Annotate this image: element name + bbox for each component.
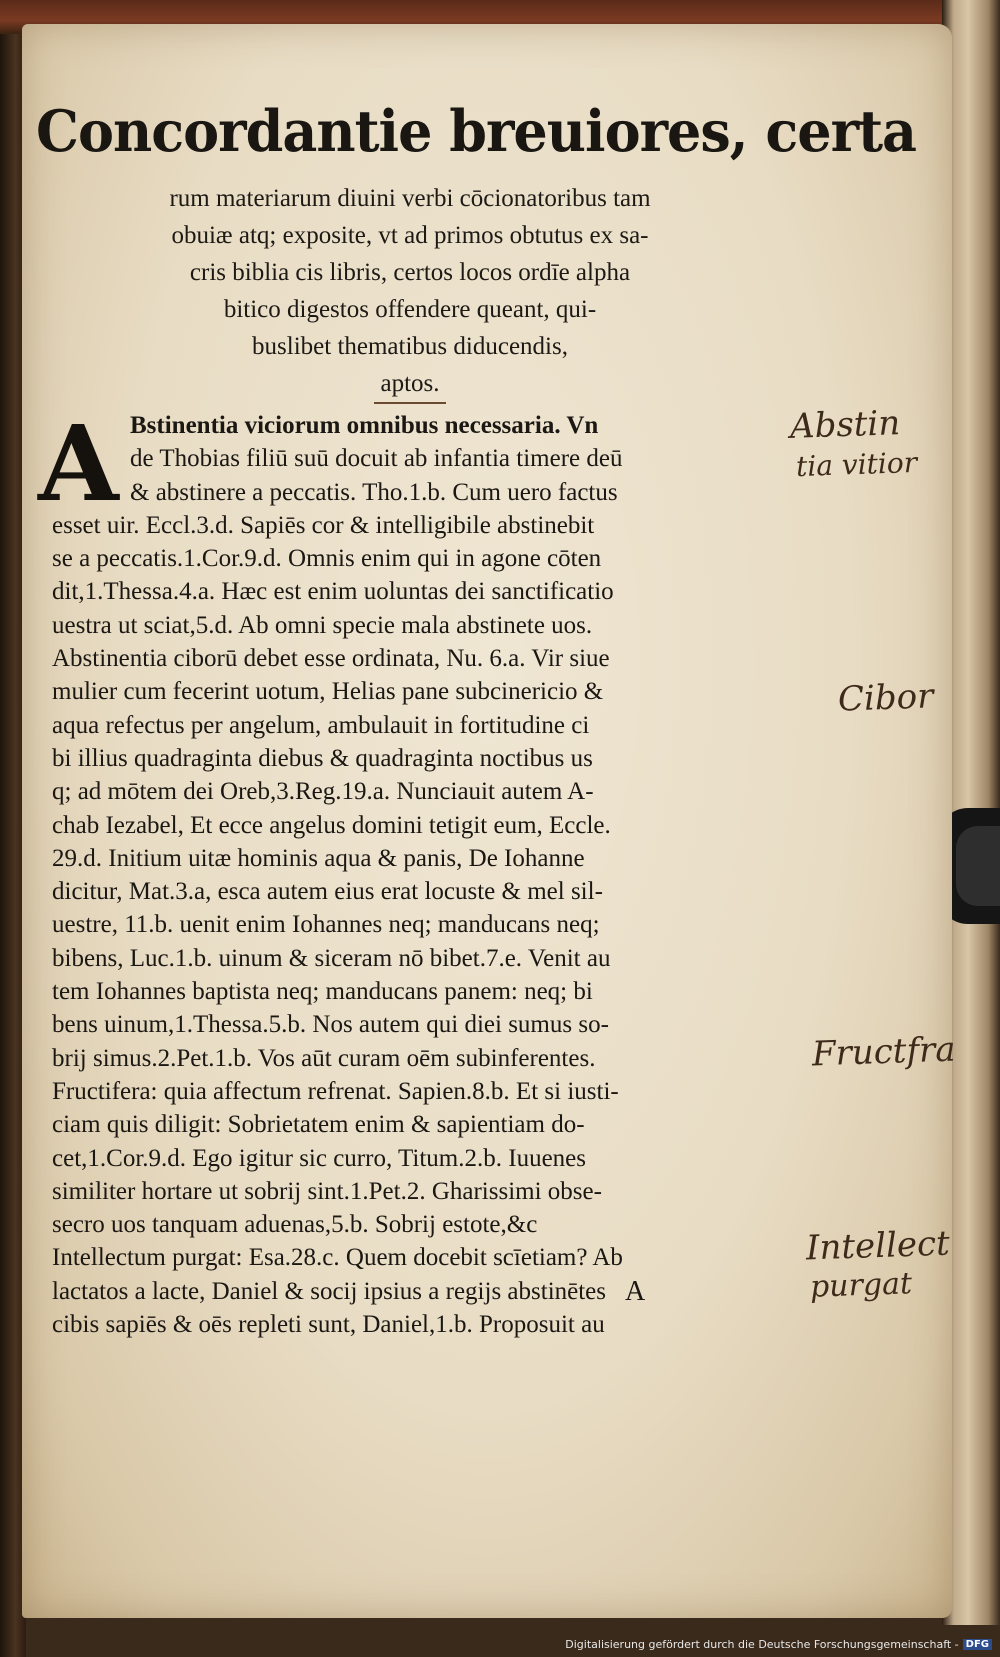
text-line: Bstinentia viciorum omnibus necessaria. Vn	[130, 412, 599, 439]
text-line: dit,1.Thessa.4.a. Hæc est enim uoluntas dei sanctificatio	[52, 578, 614, 606]
text-line: secro uos tanquam aduenas,5.b. Sobrij estote,&c	[52, 1211, 538, 1239]
text-line: chab Iezabel, Et ecce angelus domini tetigit eum, Eccle.	[52, 811, 611, 839]
intro-paragraph	[40, 180, 780, 404]
intro-line: cris biblia cis libris, certos locos ordīe alpha	[189, 259, 631, 286]
intro-line: rum materiarum diuini verbi cōcionatoribus tam	[169, 185, 651, 212]
text-line: dicitur, Mat.3.a, esca autem eius erat locuste & mel sil-	[52, 878, 603, 906]
text-line: Intellectum purgat: Esa.28.c. Quem docebit scīetiam? Ab	[52, 1244, 623, 1272]
text-line: cet,1.Cor.9.d. Ego igitur sic curro, Titum.2.b. Iuuenes	[52, 1144, 586, 1172]
marginal-note: Intellect	[805, 1223, 951, 1269]
text-line: bibens, Luc.1.b. uinum & siceram nō bibet.7.e. Venit au	[52, 944, 611, 972]
body-text	[52, 409, 782, 1341]
text-line: se a peccatis.1.Cor.9.d. Omnis enim qui in agone cōten	[52, 545, 602, 573]
text-line: esset uir. Eccl.3.d. Sapiēs cor & intelligibile abstinebit	[52, 511, 595, 539]
text-line: ciam quis diligit: Sobrietatem enim & sapientiam do-	[52, 1111, 585, 1139]
footer-text: Digitalisierung gefördert durch die Deutsche Forschungsgemeinschaft -	[565, 1638, 959, 1651]
intro-line: obuiæ atq; exposite, vt ad primos obtutus ex sa-	[171, 222, 649, 249]
intro-line	[40, 365, 780, 404]
text-line: lactatos a lacte, Daniel & socij ipsius a regijs abstinētes	[52, 1277, 607, 1305]
text-line: uestre, 11.b. uenit enim Iohannes neq; manducans neq;	[52, 911, 600, 939]
page-title: Concordantie breuiores, certa	[36, 97, 917, 165]
text-line: uestra ut sciat,5.d. Ab omni specie mala abstinete uos.	[52, 611, 593, 639]
text-line: bens uinum,1.Thessa.5.b. Nos autem qui diei sumus so-	[52, 1011, 609, 1039]
text-line: q; ad mōtem dei Oreb,3.Reg.19.a. Nunciauit autem A-	[52, 778, 594, 806]
text-line: de Thobias filiū suū docuit ab infantia timere deū	[130, 445, 623, 473]
text-line: & abstinere a peccatis. Tho.1.b. Cum uero factus	[130, 478, 618, 506]
marginal-note: tia vitior	[795, 445, 918, 484]
text-line: 29.d. Initium uitæ hominis aqua & panis, De Iohanne	[52, 844, 585, 872]
footer-credit	[565, 1638, 992, 1651]
drop-cap: A	[38, 402, 119, 525]
book-clasp-inner	[956, 826, 1000, 906]
text-line: Abstinentia ciborū debet esse ordinata, Nu. 6.a. Vir siue	[52, 645, 610, 673]
aptos-word: aptos.	[374, 365, 445, 404]
marginal-note: Cibor	[837, 676, 935, 720]
marginal-note: purgat	[809, 1266, 913, 1305]
text-line: tem Iohannes baptista neq; manducans panem: neq; bi	[52, 978, 593, 1006]
intro-line: bitico digestos offendere queant, qui-	[223, 296, 597, 323]
text-line: Fructifera: quia affectum refrenat. Sapien.8.b. Et si iusti-	[52, 1077, 619, 1105]
marginal-note: Abstin	[789, 403, 901, 447]
text-line: mulier cum fecerint uotum, Helias pane subcinericio &	[52, 678, 604, 706]
text-line: similiter hortare ut sobrij sint.1.Pet.2. Gharissimi obse-	[52, 1177, 602, 1205]
text-line: aqua refectus per angelum, ambulauit in fortitudine ci	[52, 711, 590, 739]
text-line: bi illius quadraginta diebus & quadraginta noctibus us	[52, 744, 593, 772]
intro-line: buslibet thematibus diducendis,	[252, 333, 568, 360]
signature-mark: A	[625, 1276, 646, 1307]
dfg-logo: DFG	[963, 1639, 992, 1650]
marginal-note: Fructfra	[811, 1029, 957, 1075]
text-line: brij simus.2.Pet.1.b. Vos aūt curam oēm subinferentes.	[52, 1044, 596, 1072]
text-line: cibis sapiēs & oēs repleti sunt, Daniel,1.b. Proposuit au	[52, 1311, 605, 1339]
